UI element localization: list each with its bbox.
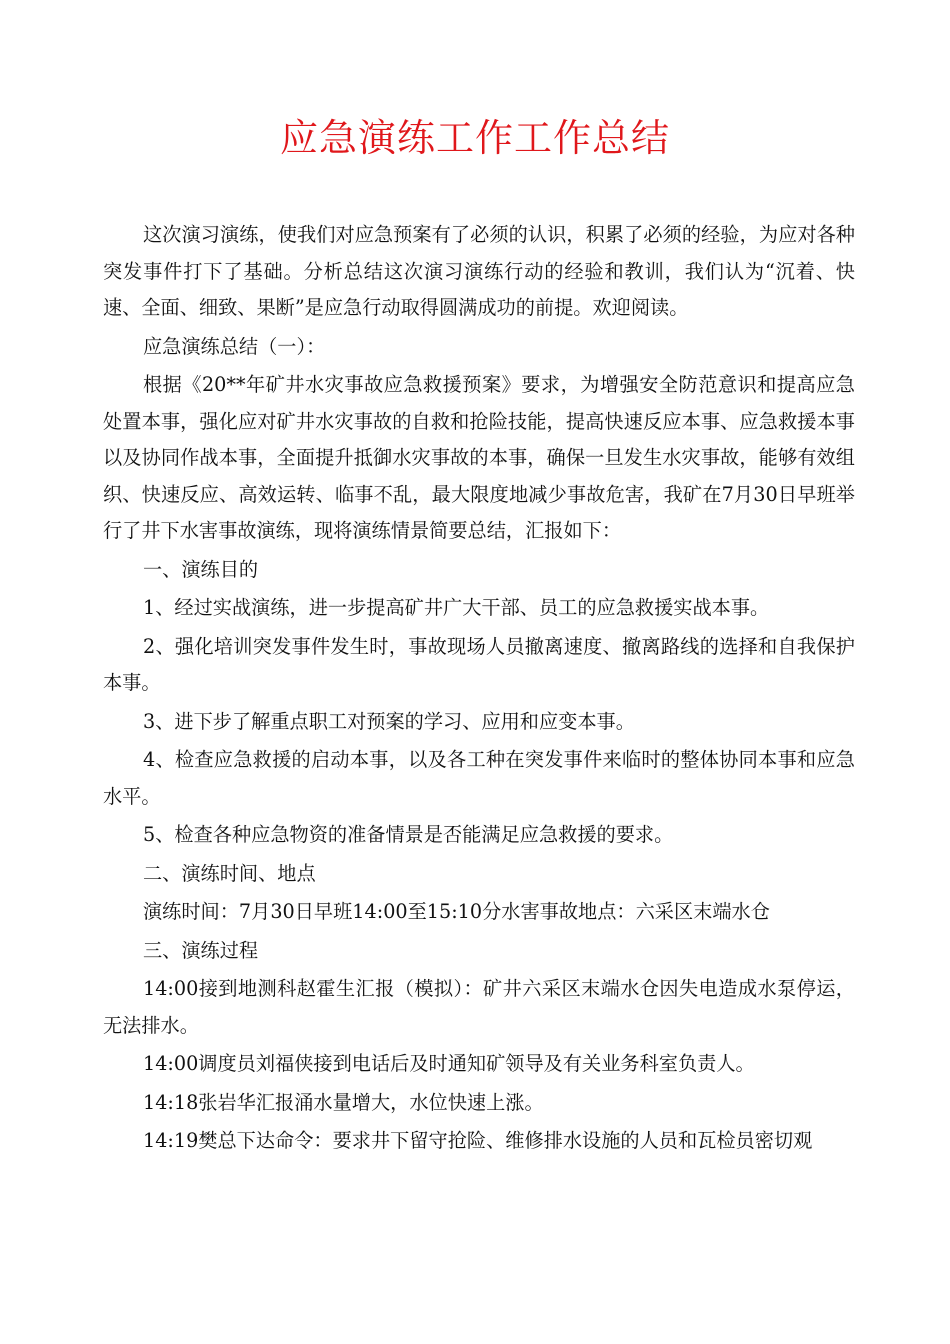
- list-item: 5、检查各种应急物资的准备情景是否能满足应急救援的要求。: [143, 823, 674, 846]
- document-title: 应急演练工作工作总结: [279, 116, 670, 160]
- section-heading: 一、演练目的: [143, 557, 259, 581]
- section-heading: 三、演练过程: [143, 938, 259, 962]
- paragraph: 根据《20**年矿井水灾事故应急救援预案》要求，为增强安全防范意识和提高应急处置本事，强化应对矿井水灾事故的自救和抢险技能，提高快速反应本事、应急救援本事以及协同作战本事，全面提升抵御水灾事故的本事，确保一旦发生水灾事故，能够有效组织、快速反应、高效运转、临事不乱，最大限度地减少事故危害，我矿在7月30日早班举行了井下水害事故演练，现将演练情景简要总结，汇报如下：: [103, 373, 855, 542]
- list-item: 1、经过实战演练，进一步提高矿井广大干部、员工的应急救援实战本事。: [143, 596, 770, 619]
- list-item: 4、检查应急救援的启动本事，以及各工种在突发事件来临时的整体协同本事和应急水平。: [103, 748, 855, 808]
- paragraph: 演练时间：7月30日早班14:00至15:10分水害事故地点：六采区末端水仓: [143, 900, 770, 923]
- timeline-entry: 14:00调度员刘福侠接到电话后及时通知矿领导及有关业务科室负责人。: [143, 1052, 755, 1075]
- timeline-entry: 14:19樊总下达命令：要求井下留守抢险、维修排水设施的人员和瓦检员密切观: [143, 1129, 813, 1152]
- paragraph: 应急演练总结（一）：: [143, 334, 326, 358]
- list-item: 2、强化培训突发事件发生时，事故现场人员撤离速度、撤离路线的选择和自我保护本事。: [103, 634, 855, 694]
- document-body: [103, 217, 855, 1160]
- timeline-entry: 14:18张岩华汇报涌水量增大，水位快速上涨。: [143, 1090, 544, 1114]
- paragraph: 这次演习演练，使我们对应急预案有了必须的认识，积累了必须的经验，为应对各种突发事件打下了基础。分析总结这次演习演练行动的经验和教训，我们认为“沉着、快速、全面、细致、果断”是应急行动取得圆满成功的前提。欢迎阅读。: [103, 223, 855, 319]
- list-item: 3、进下步了解重点职工对预案的学习、应用和应变本事。: [143, 709, 635, 733]
- section-heading: 二、演练时间、地点: [143, 861, 316, 885]
- timeline-entry: 14:00接到地测科赵霍生汇报（模拟）：矿井六采区末端水仓因失电造成水泵停运，无法排水。: [103, 977, 855, 1037]
